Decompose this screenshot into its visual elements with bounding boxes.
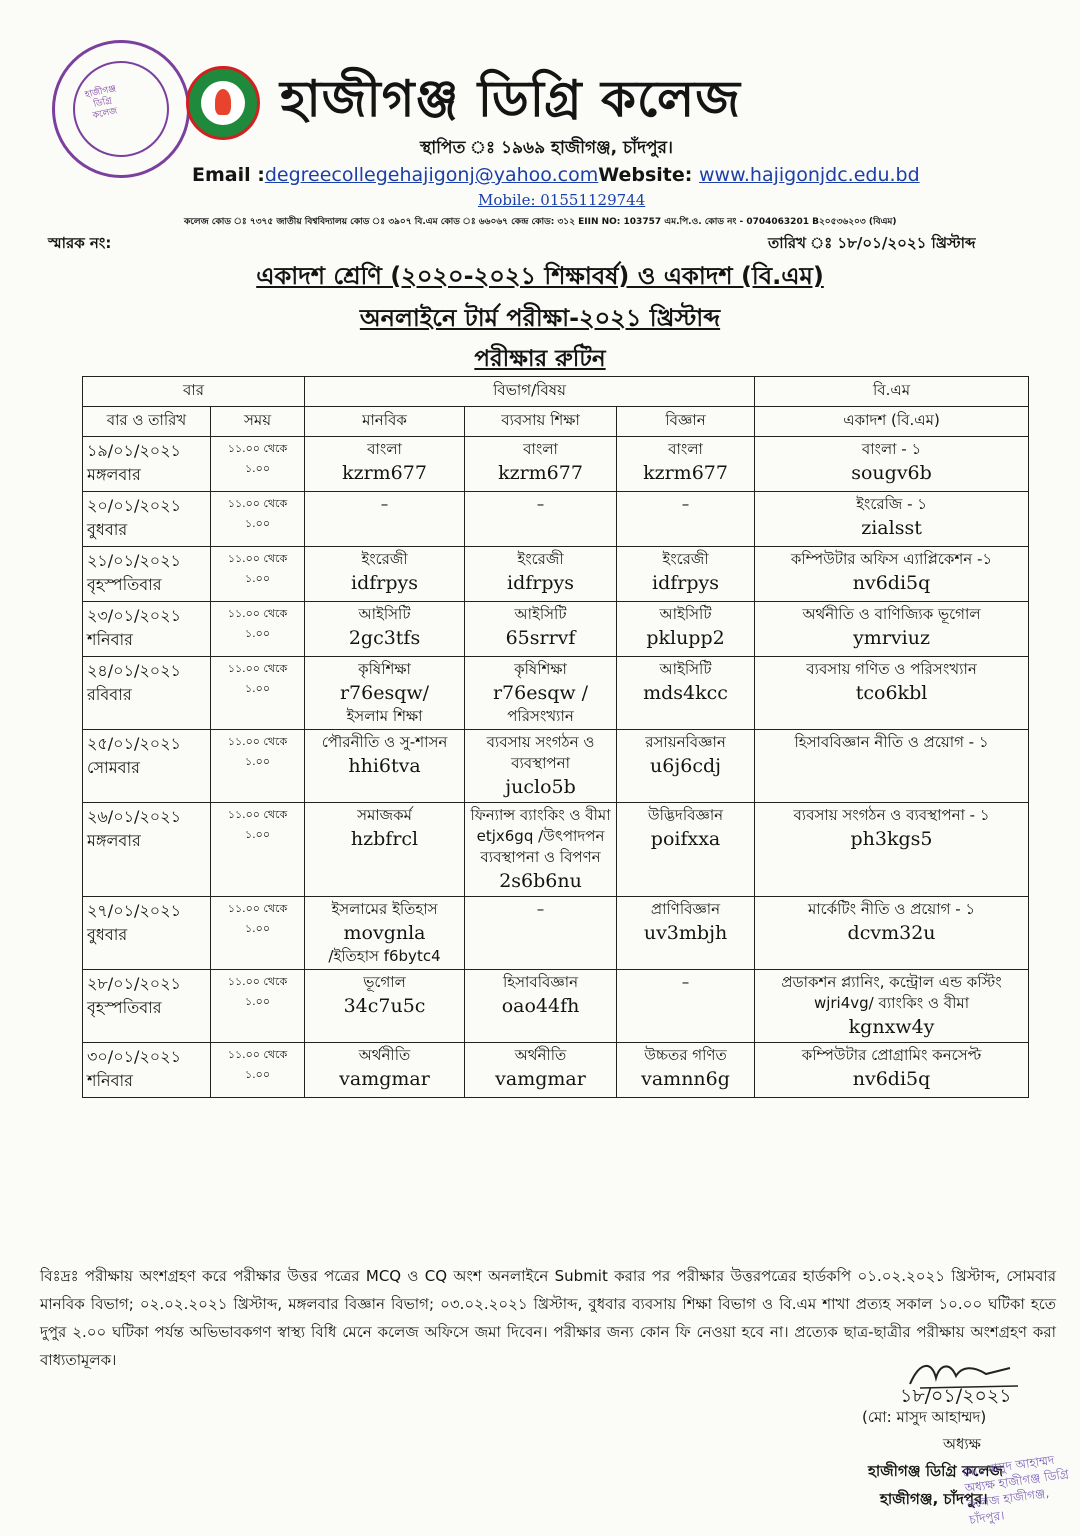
subject-name: ব্যবসায় সংগঠন ও ব্যবস্থাপনা - ১ bbox=[793, 806, 990, 824]
subject-code: kgnxw4y bbox=[848, 1016, 935, 1038]
mobile-number: Mobile: 01551129744 bbox=[478, 191, 646, 209]
group-header-subject: বিভাগ/বিষয় bbox=[305, 377, 755, 407]
contact-line bbox=[192, 164, 920, 186]
title-exam bbox=[0, 300, 1080, 340]
bm-cell bbox=[755, 970, 1029, 1043]
date-cell bbox=[83, 657, 211, 730]
subject-name: ব্যবসায় সংগঠন ও ব্যবস্থাপনা bbox=[486, 733, 595, 772]
science-cell bbox=[617, 547, 755, 602]
exam-day: মঙ্গলবার bbox=[87, 465, 141, 484]
exam-date: ২৬/০১/২০২১ bbox=[87, 807, 181, 826]
subject-name: আইসিটি bbox=[659, 660, 712, 678]
subject-code: 2gc3tfs bbox=[348, 627, 421, 649]
seal-text: হাজীগঞ্জ ডিগ্রি কলেজ bbox=[84, 84, 119, 122]
subject-name: রসায়নবিজ্ঞান bbox=[645, 733, 726, 751]
date-cell bbox=[83, 970, 211, 1043]
exam-time: ১১.০০ থেকে ১.০০ bbox=[227, 662, 288, 695]
college-logo-icon bbox=[186, 66, 260, 140]
subject-code: 34c7u5c bbox=[343, 995, 426, 1017]
exam-day: বৃহস্পতিবার bbox=[87, 575, 162, 594]
subject-name: – bbox=[536, 900, 545, 918]
subject-name: প্রডাকশন প্ল্যানিং, কন্ট্রোল এন্ড কস্টিং wjri4vg/ ব্যাংকিং ও বীমা bbox=[781, 973, 1002, 1012]
exam-day: শনিবার bbox=[87, 630, 133, 649]
subject-name: ইংরেজী bbox=[662, 550, 709, 568]
website-link[interactable]: www.hajigonjdc.edu.bd bbox=[699, 164, 920, 186]
column-header-humanities: মানবিক bbox=[305, 407, 465, 437]
business-cell bbox=[465, 547, 617, 602]
subject-code: u6j6cdj bbox=[650, 755, 722, 777]
principal-title: অধ্যক্ষ bbox=[943, 1435, 981, 1453]
subject-code: hhi6tva bbox=[348, 755, 421, 777]
subject-name: ব্যবসায় গণিত ও পরিসংখ্যান bbox=[806, 660, 977, 678]
notice-text: বিঃদ্রঃ পরীক্ষায় অংশগ্রহণ করে পরীক্ষার উত্তর পত্রের MCQ ও CQ অংশ অনলাইনে Submit করার পর পরীক্ষার উত্তরপত্রের হার্ডকপি ০১.০২.২০২১ খ্রিস্টাব্দ, সোমবার মানবিক বিভাগ; ০২.০২.২০২১ খ্রিস্টাব্দ, মঙ্গলবার বিজ্ঞান বিভাগ; ০৩.০২.২০২১ খ্রিস্টাব্দ, বুধবার ব্যবসায় শিক্ষা বিভাগ ও বি.এম শাখা প্রত্যহ সকাল ১০.০০ ঘটিকা হতে দুপুর ২.০০ ঘটিকা পর্যন্ত অভিভাবকগণ স্বাস্থ্য বিধি মেনে কলেজ অফিসে জমা দিবেন। পরীক্ষার জন্য কোন ফি নেওয়া হবে না। প্রত্যেক ছাত্র-ছাত্রীর পরীক্ষায় অংশগ্রহণ করা বাধ্যতামূলক। bbox=[40, 1267, 1056, 1369]
bm-cell bbox=[755, 657, 1029, 730]
subject-name: বাংলা bbox=[668, 440, 703, 458]
business-cell bbox=[465, 602, 617, 657]
exam-date: ১৯/০১/২০২১ bbox=[87, 441, 181, 460]
humanities-cell bbox=[305, 657, 465, 730]
subject-code: idfrpys bbox=[507, 572, 575, 594]
date-cell bbox=[83, 547, 211, 602]
bm-cell bbox=[755, 897, 1029, 970]
subject-code: r76esqw / bbox=[492, 682, 589, 704]
subject-code: dcvm32u bbox=[847, 922, 936, 944]
subject-name: ইসলামের ইতিহাস bbox=[331, 900, 438, 918]
science-cell bbox=[617, 897, 755, 970]
bm-cell bbox=[755, 437, 1029, 492]
group-header-bm: বি.এম bbox=[755, 377, 1029, 407]
title-routine-text: পরীক্ষার রুটিন bbox=[474, 346, 606, 372]
column-header-bm: একাদশ (বি.এম) bbox=[755, 407, 1029, 437]
subject-code: ph3kgs5 bbox=[850, 828, 933, 850]
subject-code: uv3mbjh bbox=[643, 922, 728, 944]
subject-code: ymrviuz bbox=[853, 627, 930, 649]
time-cell bbox=[211, 970, 305, 1043]
subject-code: kzrm677 bbox=[342, 462, 427, 484]
science-cell bbox=[617, 657, 755, 730]
table-row bbox=[83, 602, 1029, 657]
exam-day: বৃহস্পতিবার bbox=[87, 998, 162, 1017]
subject-extra: /ইতিহাস f6bytc4 bbox=[328, 947, 441, 965]
science-cell bbox=[617, 803, 755, 897]
exam-time: ১১.০০ থেকে ১.০০ bbox=[227, 607, 288, 640]
bm-cell bbox=[755, 492, 1029, 547]
group-header-bar: বার bbox=[83, 377, 305, 407]
subject-code: sougv6b bbox=[851, 462, 932, 484]
college-name: হাজীগঞ্জ ডিগ্রি কলেজ bbox=[280, 70, 742, 128]
table-row bbox=[83, 730, 1029, 803]
subject-code: tco6kbl bbox=[855, 682, 928, 704]
subject-name: – bbox=[681, 973, 690, 991]
humanities-cell bbox=[305, 730, 465, 803]
date-cell bbox=[83, 437, 211, 492]
subject-code: 2s6b6nu bbox=[499, 870, 582, 892]
humanities-cell bbox=[305, 437, 465, 492]
subject-name: ইংরেজী bbox=[517, 550, 564, 568]
subject-code: oao44fh bbox=[501, 995, 580, 1017]
college-seal bbox=[52, 40, 190, 178]
exam-time: ১১.০০ থেকে ১.০০ bbox=[227, 552, 288, 585]
table-row bbox=[83, 547, 1029, 602]
subject-code: hzbfrcl bbox=[350, 828, 419, 850]
exam-day: মঙ্গলবার bbox=[87, 831, 141, 850]
exam-date: ৩০/০১/২০২১ bbox=[87, 1047, 181, 1066]
principal-name: (মো: মাসুদ আহাম্মদ) bbox=[862, 1408, 987, 1426]
exam-day: বুধবার bbox=[87, 925, 128, 944]
time-cell bbox=[211, 1043, 305, 1098]
subject-name: – bbox=[536, 495, 545, 513]
subject-extra: পরিসংখ্যান bbox=[507, 707, 574, 725]
subject-name: ইংরেজি - ১ bbox=[856, 495, 927, 513]
science-cell bbox=[617, 1043, 755, 1098]
subject-code: kzrm677 bbox=[498, 462, 583, 484]
subject-name: বাংলা bbox=[367, 440, 402, 458]
title-class-text: একাদশ শ্রেণি (২০২০-২০২১ শিক্ষাবর্ষ) ও একাদশ (বি.এম) bbox=[256, 262, 824, 290]
subject-name: অর্থনীতি ও বাণিজ্যিক ভূগোল bbox=[802, 605, 981, 623]
exam-day: বুধবার bbox=[87, 520, 128, 539]
subject-name: উদ্ভিদবিজ্ঞান bbox=[647, 806, 724, 824]
subject-code: idfrpys bbox=[351, 572, 419, 594]
bm-cell bbox=[755, 803, 1029, 897]
subject-code: zialsst bbox=[861, 517, 922, 539]
subject-extra: ইসলাম শিক্ষা bbox=[346, 707, 423, 725]
date-cell bbox=[83, 897, 211, 970]
exam-date: ২৩/০১/২০২১ bbox=[87, 606, 181, 625]
business-cell bbox=[465, 437, 617, 492]
subject-code: nv6di5q bbox=[852, 1068, 931, 1090]
bm-cell bbox=[755, 1043, 1029, 1098]
subject-name: উচ্চতর গণিত bbox=[644, 1046, 727, 1064]
table-row bbox=[83, 803, 1029, 897]
subject-code: nv6di5q bbox=[852, 572, 931, 594]
time-cell bbox=[211, 547, 305, 602]
humanities-cell bbox=[305, 803, 465, 897]
business-cell bbox=[465, 730, 617, 803]
exam-time: ১১.০০ থেকে ১.০০ bbox=[227, 1048, 288, 1081]
subject-code: vamgmar bbox=[495, 1068, 586, 1090]
exam-day: রবিবার bbox=[87, 685, 132, 704]
exam-time: ১১.০০ থেকে ১.০০ bbox=[227, 497, 288, 530]
humanities-cell bbox=[305, 602, 465, 657]
subject-code: movgnla bbox=[343, 922, 426, 944]
subject-name: বাংলা - ১ bbox=[861, 440, 922, 458]
lamp-flame-icon bbox=[215, 89, 231, 115]
subject-name: ইংরেজী bbox=[361, 550, 408, 568]
subject-name: অর্থনীতি bbox=[514, 1046, 567, 1064]
memo-number: স্মারক নং: bbox=[48, 234, 112, 252]
business-cell bbox=[465, 970, 617, 1043]
exam-day: শনিবার bbox=[87, 1071, 133, 1090]
subject-name: আইসিটি bbox=[659, 605, 712, 623]
business-cell bbox=[465, 1043, 617, 1098]
established-line: স্থাপিত ঃ ১৯৬৯ হাজীগঞ্জ, চাঁদপুর। bbox=[420, 138, 673, 158]
subject-code: pklupp2 bbox=[646, 627, 725, 649]
subject-name: – bbox=[681, 495, 690, 513]
signature-college: হাজীগঞ্জ ডিগ্রি কলেজ bbox=[868, 1462, 1004, 1480]
table-row bbox=[83, 970, 1029, 1043]
science-cell bbox=[617, 602, 755, 657]
email-label: Email : bbox=[192, 164, 265, 186]
date-cell bbox=[83, 1043, 211, 1098]
routine-rows bbox=[83, 437, 1029, 1098]
subject-name: হিসাববিজ্ঞান bbox=[502, 973, 579, 991]
humanities-cell bbox=[305, 547, 465, 602]
subject-name: – bbox=[380, 495, 389, 513]
exam-time: ১১.০০ থেকে ১.০০ bbox=[227, 442, 288, 475]
subject-name: কম্পিউটার প্রোগ্রামিং কনসেপ্ট bbox=[801, 1046, 982, 1064]
exam-routine-table bbox=[82, 376, 1029, 1098]
science-cell bbox=[617, 970, 755, 1043]
date-cell bbox=[83, 803, 211, 897]
humanities-cell bbox=[305, 492, 465, 547]
subject-name: হিসাববিজ্ঞান নীতি ও প্রয়োগ - ১ bbox=[794, 733, 989, 751]
subject-name: আইসিটি bbox=[358, 605, 411, 623]
business-cell bbox=[465, 657, 617, 730]
subject-name: সমাজকর্ম bbox=[357, 806, 412, 824]
table-row bbox=[83, 492, 1029, 547]
subject-code: kzrm677 bbox=[643, 462, 728, 484]
exam-time: ১১.০০ থেকে ১.০০ bbox=[227, 735, 288, 768]
bm-cell bbox=[755, 547, 1029, 602]
humanities-cell bbox=[305, 1043, 465, 1098]
title-routine bbox=[0, 340, 1080, 379]
subject-name: আইসিটি bbox=[514, 605, 567, 623]
subject-code: 65srrvf bbox=[505, 627, 576, 649]
column-header-business: ব্যবসায় শিক্ষা bbox=[465, 407, 617, 437]
table-row bbox=[83, 657, 1029, 730]
subject-code: vamnn6g bbox=[641, 1068, 730, 1090]
science-cell bbox=[617, 730, 755, 803]
subject-name: মার্কেটিং নীতি ও প্রয়োগ - ১ bbox=[807, 900, 976, 918]
date-cell bbox=[83, 602, 211, 657]
business-cell bbox=[465, 803, 617, 897]
table-row bbox=[83, 897, 1029, 970]
website-label: Website: bbox=[598, 164, 693, 186]
time-cell bbox=[211, 657, 305, 730]
subject-name: কৃষিশিক্ষা bbox=[358, 660, 411, 678]
title-exam-text: অনলাইনে টার্ম পরীক্ষা-২০২১ খ্রিস্টাব্দ bbox=[359, 304, 721, 332]
humanities-cell bbox=[305, 897, 465, 970]
time-cell bbox=[211, 602, 305, 657]
exam-time: ১১.০০ থেকে ১.০০ bbox=[227, 902, 288, 935]
exam-date: ২০/০১/২০২১ bbox=[87, 496, 181, 515]
science-cell bbox=[617, 492, 755, 547]
column-header-science: বিজ্ঞান bbox=[617, 407, 755, 437]
time-cell bbox=[211, 897, 305, 970]
exam-date: ২৮/০১/২০২১ bbox=[87, 974, 181, 993]
subject-code: mds4kcc bbox=[643, 682, 728, 704]
subject-code: idfrpys bbox=[652, 572, 720, 594]
bm-cell bbox=[755, 602, 1029, 657]
issue-date: তারিখ ঃ ১৮/০১/২০২১ খ্রিস্টাব্দ bbox=[768, 234, 976, 252]
signature-place: হাজীগঞ্জ, চাঁদপুর। bbox=[880, 1490, 988, 1508]
business-cell bbox=[465, 897, 617, 970]
time-cell bbox=[211, 803, 305, 897]
date-cell bbox=[83, 492, 211, 547]
table-row bbox=[83, 1043, 1029, 1098]
principal-stamp: মোঃ মাসুদ আহাম্মদ অধ্যক্ষ হাজীগঞ্জ ডিগ্রি কলেজ হাজীগঞ্জ, চাঁদপুর। bbox=[961, 1452, 1070, 1528]
subject-name: বাংলা bbox=[523, 440, 558, 458]
time-cell bbox=[211, 437, 305, 492]
time-cell bbox=[211, 492, 305, 547]
exam-date: ২৪/০১/২০২১ bbox=[87, 661, 181, 680]
table-row bbox=[83, 437, 1029, 492]
subject-code: juclo5b bbox=[505, 776, 576, 798]
exam-date: ২৫/০১/২০২১ bbox=[87, 734, 181, 753]
subject-code: vamgmar bbox=[339, 1068, 430, 1090]
exam-time: ১১.০০ থেকে ১.০০ bbox=[227, 808, 288, 841]
humanities-cell bbox=[305, 970, 465, 1043]
column-header-date: বার ও তারিখ bbox=[83, 407, 211, 437]
subject-name: কম্পিউটার অফিস এ্যাপ্লিকেশন -১ bbox=[790, 550, 993, 568]
bm-cell bbox=[755, 730, 1029, 803]
exam-day: সোমবার bbox=[87, 758, 140, 777]
business-cell bbox=[465, 492, 617, 547]
subject-code: r76esqw/ bbox=[339, 682, 430, 704]
subject-name: ফিন্যান্স ব্যাংকিং ও বীমা etjx6gq /উৎপাদপন ব্যবস্থাপনা ও বিপণন bbox=[470, 806, 611, 866]
subject-name: অর্থনীতি bbox=[358, 1046, 411, 1064]
science-cell bbox=[617, 437, 755, 492]
title-class bbox=[0, 258, 1080, 298]
email-link[interactable]: degreecollegehajigonj@yahoo.com bbox=[264, 164, 599, 186]
date-cell bbox=[83, 730, 211, 803]
exam-time: ১১.০০ থেকে ১.০০ bbox=[227, 975, 288, 1008]
subject-code: poifxxa bbox=[650, 828, 721, 850]
exam-date: ২৭/০১/২০২১ bbox=[87, 901, 181, 920]
column-header-time: সময় bbox=[211, 407, 305, 437]
subject-name: ভূগোল bbox=[363, 973, 406, 991]
college-codes: কলেজ কোড ঃ ৭৩৭৫ জাতীয় বিশ্ববিদ্যালয় কোড ঃ ৩৯০৭ বি.এম কোড ঃ ৬৬০৬৭ কেন্দ্র কোড: ৩১২ EIIN NO: 103757 এম.পি.ও. কোড নং - 0704063201 B২০৫৩৬২০৩ (বিএম) bbox=[184, 217, 897, 227]
subject-name: প্রাণিবিজ্ঞান bbox=[650, 900, 721, 918]
time-cell bbox=[211, 730, 305, 803]
exam-date: ২১/০১/২০২১ bbox=[87, 551, 181, 570]
subject-name: পৌরনীতি ও সু-শাসন bbox=[321, 733, 448, 751]
signature-date: ১৮/০১/২০২১ bbox=[900, 1385, 1012, 1407]
subject-name: কৃষিশিক্ষা bbox=[514, 660, 567, 678]
